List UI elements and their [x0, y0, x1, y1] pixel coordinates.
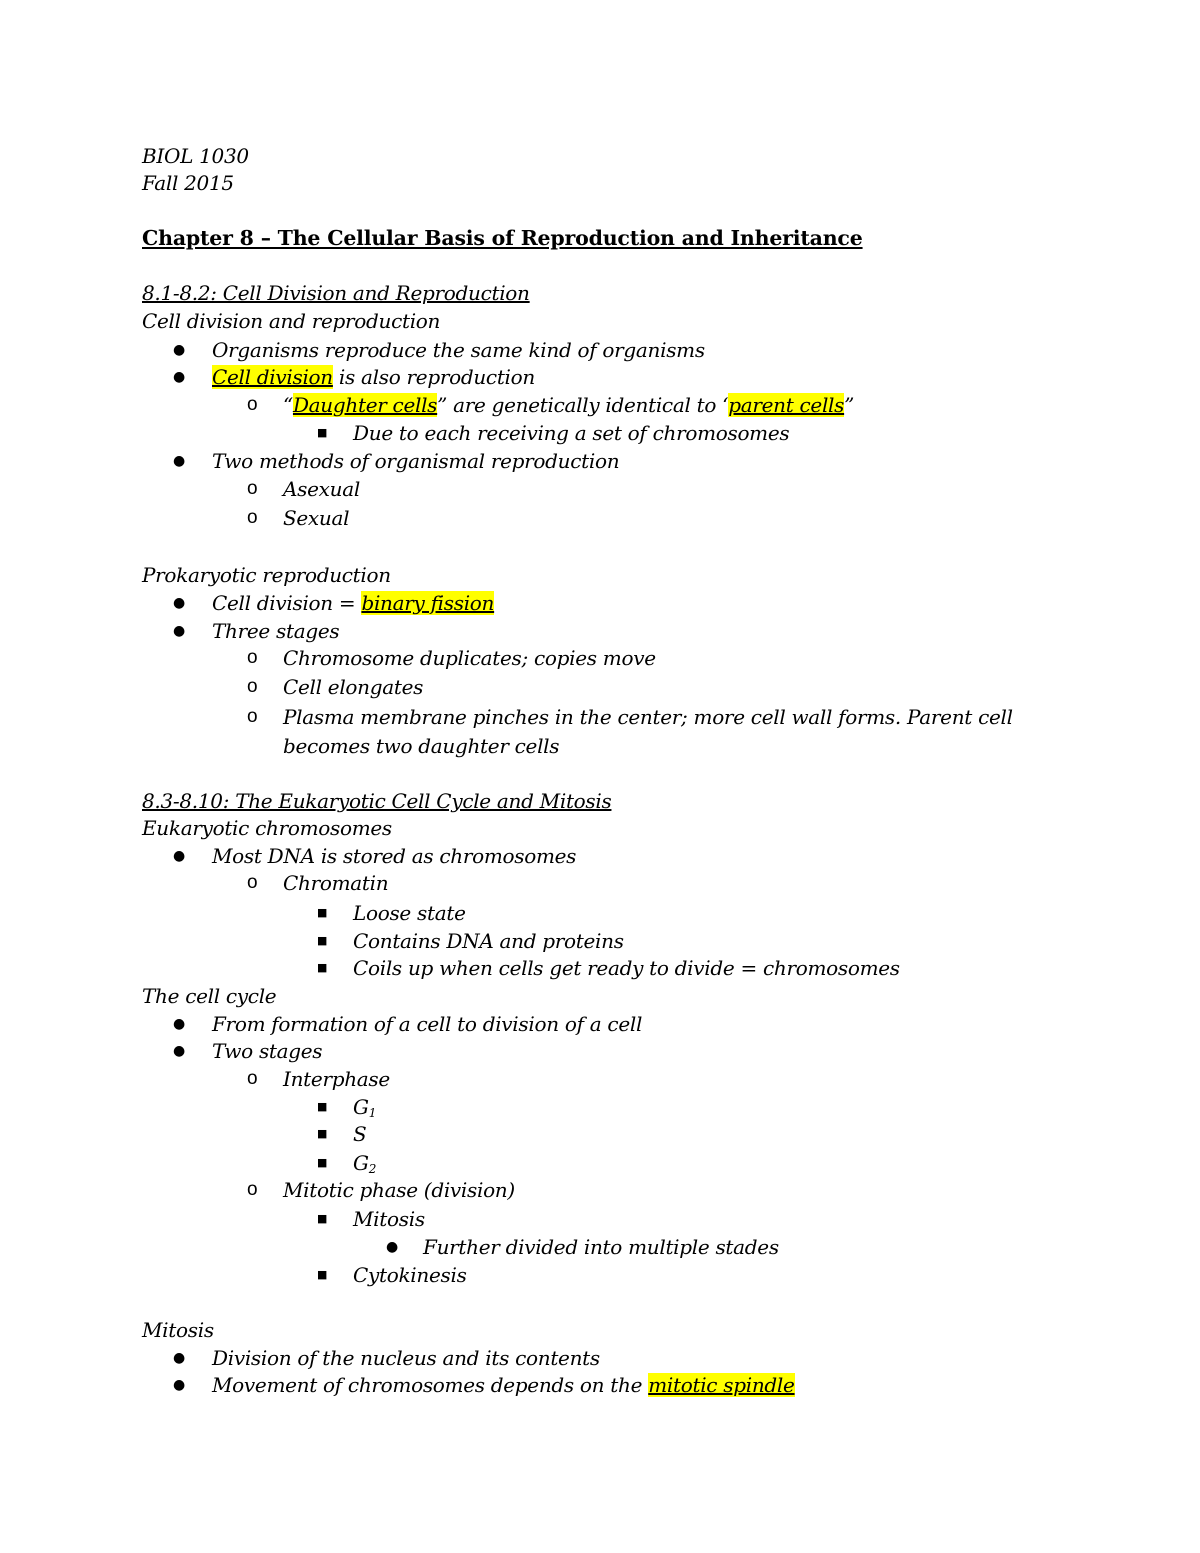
- disc-bullet: ●: [386, 1239, 399, 1255]
- circle-bullet: o: [247, 478, 258, 499]
- square-bullet: ■: [317, 934, 328, 947]
- square-bullet: ■: [317, 906, 328, 919]
- list-item: Mitotic phase (division): [283, 1178, 515, 1202]
- disc-bullet: ●: [173, 1377, 186, 1393]
- subheading-mitosis: Mitosis: [142, 1318, 214, 1342]
- subheading-cell-cycle: The cell cycle: [142, 984, 277, 1008]
- highlight-binary-fission: binary fission: [361, 591, 495, 615]
- text-span: Cell division =: [212, 591, 362, 615]
- circle-bullet: o: [247, 1179, 258, 1200]
- list-item: [212, 364, 535, 390]
- list-item: Due to each receiving a set of chromosomes: [353, 421, 790, 445]
- list-item: Coils up when cells get ready to divide = chromosomes: [353, 956, 900, 980]
- text-span: G: [353, 1151, 369, 1175]
- highlight-cell-division: Cell division: [212, 365, 333, 389]
- disc-bullet: ●: [173, 1016, 186, 1032]
- square-bullet: ■: [317, 1100, 328, 1113]
- list-item: Asexual: [283, 477, 360, 501]
- disc-bullet: ●: [173, 453, 186, 469]
- list-item: Cytokinesis: [353, 1263, 467, 1287]
- disc-bullet: ●: [173, 1350, 186, 1366]
- circle-bullet: o: [247, 507, 258, 528]
- highlight-parent-cells: parent cells: [728, 393, 845, 417]
- list-item: Chromosome duplicates; copies move: [283, 646, 656, 670]
- list-item-continued: becomes two daughter cells: [283, 734, 560, 758]
- text-span: is also reproduction: [332, 365, 535, 389]
- list-item: Two methods of organismal reproduction: [212, 449, 620, 473]
- list-item: Sexual: [283, 506, 350, 530]
- text-span: ” are genetically identical to ‘: [437, 393, 729, 417]
- list-item: Cell elongates: [283, 675, 424, 699]
- list-item: Interphase: [283, 1067, 390, 1091]
- disc-bullet: ●: [173, 848, 186, 864]
- square-bullet: ■: [317, 1212, 328, 1225]
- subheading-cell-division: Cell division and reproduction: [142, 309, 441, 333]
- list-item: Mitosis: [353, 1207, 425, 1231]
- square-bullet: ■: [317, 1268, 328, 1281]
- circle-bullet: o: [247, 394, 258, 415]
- subscript: 2: [368, 1162, 377, 1176]
- square-bullet: ■: [317, 426, 328, 439]
- section-heading-8-3: 8.3-8.10: The Eukaryotic Cell Cycle and Mitosis: [142, 789, 612, 813]
- list-item: Division of the nucleus and its contents: [212, 1346, 600, 1370]
- disc-bullet: ●: [173, 623, 186, 639]
- square-bullet: ■: [317, 1156, 328, 1169]
- list-item: Plasma membrane pinches in the center; more cell wall forms. Parent cell: [283, 705, 1013, 729]
- list-item: Further divided into multiple stades: [423, 1235, 779, 1259]
- circle-bullet: o: [247, 676, 258, 697]
- list-item-s: S: [353, 1122, 367, 1146]
- chapter-title: Chapter 8 – The Cellular Basis of Reproduction and Inheritance: [142, 226, 863, 250]
- disc-bullet: ●: [173, 1043, 186, 1059]
- disc-bullet: ●: [173, 595, 186, 611]
- circle-bullet: o: [247, 872, 258, 893]
- list-item: Organisms reproduce the same kind of organisms: [212, 338, 705, 362]
- text-span: ”: [844, 393, 855, 417]
- highlight-mitotic-spindle: mitotic spindle: [648, 1373, 795, 1397]
- text-span: Movement of chromosomes depends on the: [212, 1373, 649, 1397]
- subscript: 1: [368, 1106, 377, 1120]
- subheading-eukaryotic: Eukaryotic chromosomes: [142, 816, 392, 840]
- list-item: Contains DNA and proteins: [353, 929, 624, 953]
- course-code: BIOL 1030: [142, 144, 249, 168]
- section-heading-8-1: 8.1-8.2: Cell Division and Reproduction: [142, 281, 530, 305]
- list-item: Two stages: [212, 1039, 323, 1063]
- list-item: From formation of a cell to division of a cell: [212, 1012, 643, 1036]
- list-item: Loose state: [353, 901, 466, 925]
- list-item: Most DNA is stored as chromosomes: [212, 844, 577, 868]
- list-item: [212, 1372, 795, 1398]
- term: Fall 2015: [142, 171, 234, 195]
- disc-bullet: ●: [173, 342, 186, 358]
- list-item: Three stages: [212, 619, 340, 643]
- subheading-prokaryotic: Prokaryotic reproduction: [142, 563, 391, 587]
- circle-bullet: o: [247, 1068, 258, 1089]
- text-span: G: [353, 1095, 369, 1119]
- circle-bullet: o: [247, 647, 258, 668]
- list-item: [212, 590, 494, 616]
- list-item: Chromatin: [283, 871, 389, 895]
- disc-bullet: ●: [173, 369, 186, 385]
- square-bullet: ■: [317, 1127, 328, 1140]
- circle-bullet: o: [247, 706, 258, 727]
- text-span: “: [283, 393, 293, 417]
- highlight-daughter-cells: Daughter cells: [292, 393, 438, 417]
- square-bullet: ■: [317, 961, 328, 974]
- list-item: [283, 392, 854, 418]
